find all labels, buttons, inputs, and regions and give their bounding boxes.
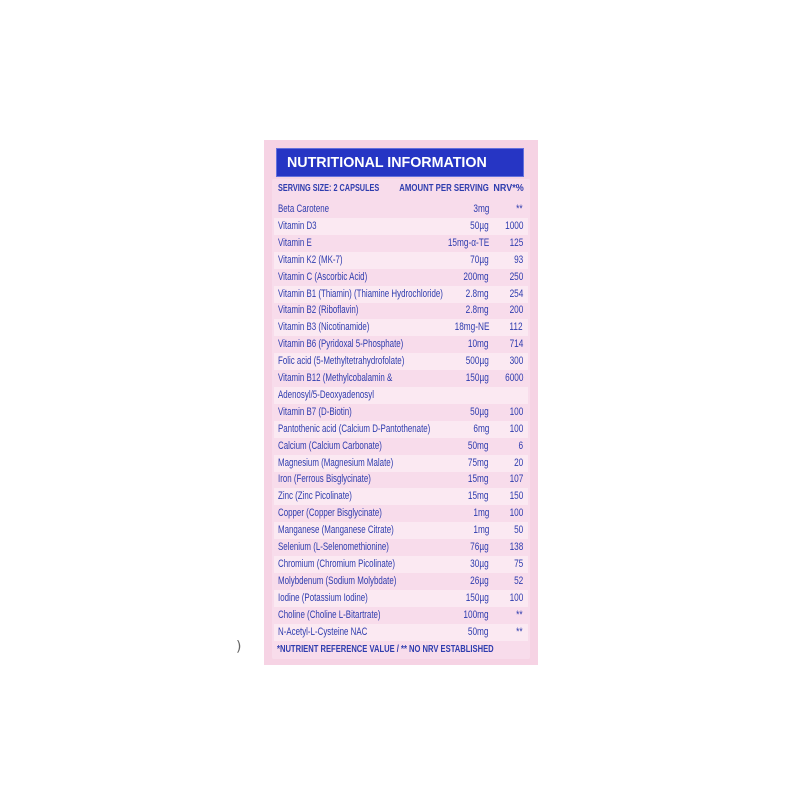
nutrient-nrv: 138 — [509, 541, 523, 553]
nutrient-row — [274, 522, 528, 539]
nutrient-nrv: 93 — [513, 253, 523, 266]
nutrient-name: Selenium (L-Selenomethionine) — [278, 541, 389, 553]
nutrient-row — [274, 488, 528, 505]
nutrient-name: Molybdenum (Sodium Molybdate) — [278, 574, 397, 587]
nutrient-name: Folic acid (5-Methyltetrahydrofolate) — [278, 355, 405, 368]
nutrient-amount: 2.8mg — [466, 304, 489, 317]
nutrient-nrv: 100 — [509, 591, 523, 604]
nutrient-name: Vitamin K2 (MK-7) — [278, 253, 343, 266]
nutrient-amount: 50µg — [470, 405, 489, 418]
nutrient-name: Zinc (Zinc Picolinate) — [278, 490, 352, 503]
nutrient-row — [274, 573, 528, 590]
nutrient-amount: 200mg — [463, 270, 489, 283]
nutrient-amount: 150µg — [465, 372, 489, 384]
nutrient-amount: 50mg — [468, 625, 489, 638]
nutrient-name: Chromium (Chromium Picolinate) — [278, 557, 396, 570]
nutrient-amount: 15mg-α-TE — [447, 236, 489, 249]
nutrient-name: Vitamin B3 (Nicotinamide) — [278, 321, 370, 334]
nutrient-amount: 100mg — [463, 608, 489, 621]
nutrient-row — [274, 370, 528, 387]
nutrient-amount: 50mg — [468, 439, 489, 452]
nutrient-nrv: ** — [516, 203, 523, 215]
nutrient-name: Choline (Choline L-Bitartrate) — [278, 608, 381, 621]
nutrient-nrv: 112 — [509, 321, 523, 334]
nutrient-row — [274, 607, 528, 624]
nutrient-nrv: 150 — [509, 490, 523, 503]
nutrient-row — [274, 421, 528, 438]
label-title: NUTRITIONAL INFORMATION — [287, 154, 487, 171]
nutrient-row — [274, 539, 528, 556]
nutrient-nrv: ** — [516, 608, 523, 621]
nutrient-nrv: 50 — [513, 524, 523, 537]
nutrition-label — [264, 140, 538, 665]
nutrient-row — [274, 235, 528, 252]
nutrient-name: Pantothenic acid (Calcium D-Pantothenate) — [278, 422, 431, 435]
nutrient-name: Vitamin E — [278, 236, 312, 249]
nutrient-row — [274, 336, 528, 353]
nutrient-amount: 76µg — [470, 541, 489, 553]
serving-size-header: SERVING SIZE: 2 CAPSULES — [278, 183, 380, 194]
nutrient-amount: 1mg — [472, 524, 489, 537]
nutrient-amount: 3mg — [472, 203, 489, 215]
nutrient-row — [274, 201, 528, 218]
nutrient-amount: 1mg — [472, 507, 489, 520]
nutrient-name: Vitamin B2 (Riboflavin) — [278, 304, 359, 317]
nutrient-name: N-Acetyl-L-Cysteine NAC — [278, 625, 368, 638]
nutrient-name-continued: Adenosyl/5-Deoxyadenosyl — [278, 388, 374, 401]
nutrient-nrv: 250 — [509, 270, 523, 283]
nutrient-amount: 70µg — [470, 253, 489, 266]
nutrient-name: Vitamin B7 (D-Biotin) — [278, 405, 352, 418]
nutrient-row — [274, 590, 528, 607]
nutrient-row — [274, 556, 528, 573]
nutrient-name: Calcium (Calcium Carbonate) — [278, 439, 382, 452]
nutrient-amount: 10mg — [468, 338, 489, 351]
nutrient-amount: 50µg — [470, 219, 489, 232]
nutrient-name: Vitamin B12 (Methylcobalamin & — [278, 372, 393, 384]
nutrient-name: Vitamin C (Ascorbic Acid) — [278, 270, 368, 283]
nutrient-name: Vitamin B1 (Thiamin) (Thiamine Hydrochloride) — [278, 287, 443, 300]
nutrient-nrv: 20 — [513, 456, 523, 469]
nutrient-nrv: 200 — [509, 304, 523, 317]
nutrient-amount: 26µg — [470, 574, 489, 587]
nutrient-row-continued — [274, 387, 528, 404]
nutrient-list — [264, 140, 538, 665]
nutrient-amount: 6mg — [472, 422, 489, 435]
nutrient-amount: 18mg-NE — [454, 321, 489, 334]
nutrient-row — [274, 455, 528, 472]
nutrient-amount: 15mg — [468, 473, 489, 486]
nrv-header: NRV*% — [493, 183, 524, 194]
nutrient-nrv: 254 — [509, 287, 523, 300]
nutrient-row — [274, 471, 528, 488]
nutrient-amount: 2.8mg — [466, 287, 489, 300]
nutrient-nrv: 52 — [513, 574, 523, 587]
nutrient-amount: 30µg — [470, 557, 489, 570]
nutrient-row — [274, 269, 528, 286]
nutrient-row — [274, 302, 528, 319]
nutrient-nrv: ** — [516, 625, 523, 638]
nutrient-row — [274, 624, 528, 641]
nutrient-name: Iodine (Potassium Iodine) — [278, 591, 368, 604]
nutrient-nrv: 300 — [509, 355, 523, 368]
nutrient-amount: 500µg — [465, 355, 489, 368]
nutrient-row — [274, 218, 528, 235]
nutrient-nrv: 100 — [509, 507, 523, 520]
nutrient-nrv: 75 — [513, 557, 523, 570]
nutrient-row — [274, 286, 528, 303]
nutrient-amount: 150µg — [465, 591, 489, 604]
nutrient-nrv: 714 — [509, 338, 523, 351]
nutrient-row — [274, 404, 528, 421]
nutrient-row — [274, 438, 528, 455]
nutrient-name: Copper (Copper Bisglycinate) — [278, 507, 382, 520]
nutrient-nrv: 1000 — [504, 219, 523, 232]
nutrient-nrv: 100 — [509, 422, 523, 435]
nutrient-nrv: 6000 — [504, 372, 523, 384]
nutrient-row — [274, 252, 528, 269]
nutrient-nrv: 100 — [509, 405, 523, 418]
nutrient-name: Vitamin D3 — [278, 219, 317, 232]
amount-per-serving-header: AMOUNT PER SERVING — [399, 183, 489, 194]
nutrient-name: Beta Carotene — [278, 203, 330, 215]
nutrient-nrv: 107 — [509, 473, 523, 486]
nutrient-name: Magnesium (Magnesium Malate) — [278, 456, 394, 469]
nutrient-amount: 75mg — [468, 456, 489, 469]
nutrient-name: Iron (Ferrous Bisglycinate) — [278, 473, 371, 486]
nutrient-row — [274, 505, 528, 522]
cropped-edge-glyph: ) — [236, 639, 242, 655]
nutrient-row — [274, 353, 528, 370]
nutrient-nrv: 125 — [509, 236, 523, 249]
nutrient-name: Manganese (Manganese Citrate) — [278, 524, 394, 537]
label-footnote: *NUTRIENT REFERENCE VALUE / ** NO NRV ESTABLISHED — [277, 644, 494, 655]
nutrient-name: Vitamin B6 (Pyridoxal 5-Phosphate) — [278, 338, 404, 351]
nutrient-amount: 15mg — [468, 490, 489, 503]
nutrient-row — [274, 319, 528, 336]
nutrient-nrv: 6 — [518, 439, 523, 452]
